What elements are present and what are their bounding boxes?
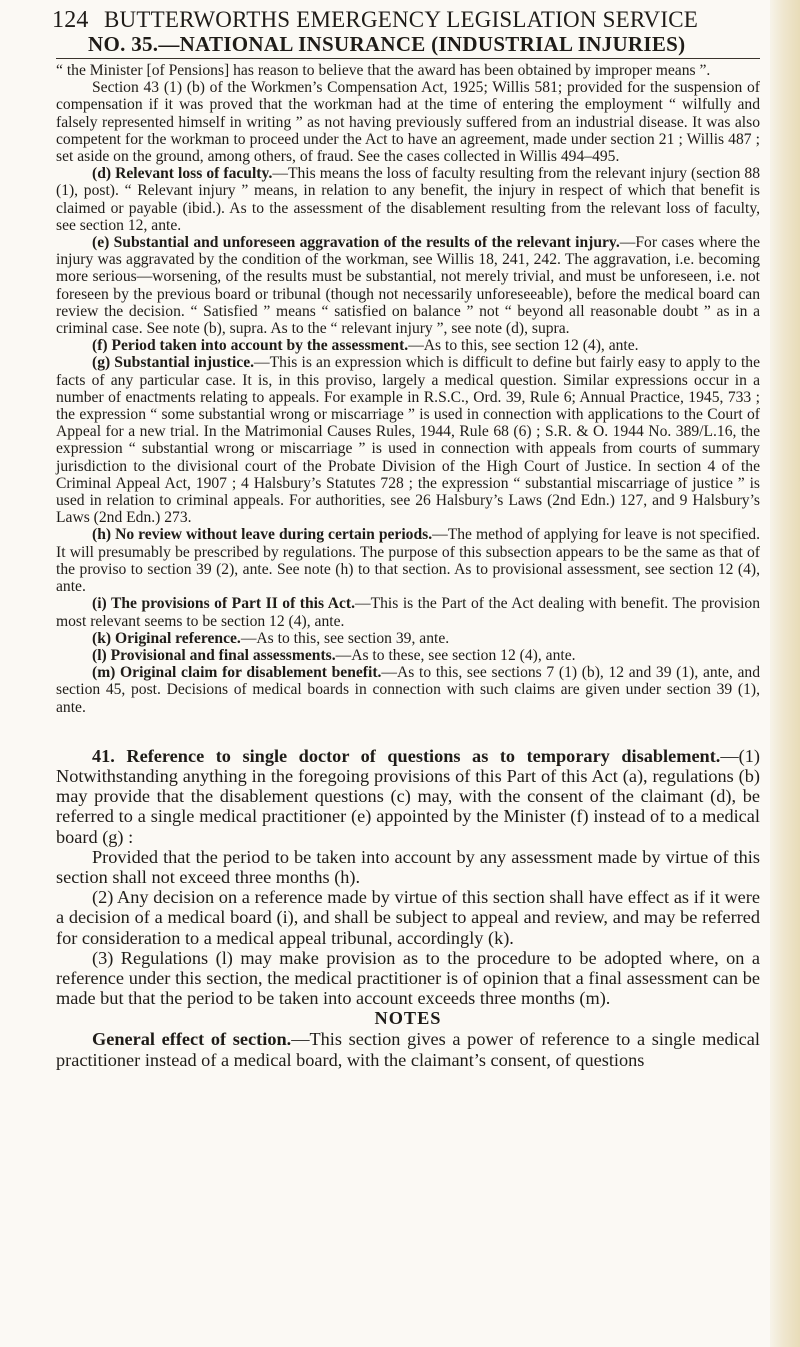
notes-continued (56, 62, 760, 716)
section-41-proviso: Provided that the period to be taken into account by any assessment made by virtue of this section shall not exceed three months (h). (56, 846, 760, 887)
general-effect-note: General effect of section.—This section gives a power of reference to a single medical practitioner instead of a medical board, with the claimant’s consent, of questions (56, 1029, 760, 1070)
note-e: (e) Substantial and unforeseen aggravation of the results of the relevant injury.—For cases where the injury was aggravated by the condition of the workman, see Willis 18, 241, 242. The aggravation, i.e. becoming more serious—worsening, of the results must be substantial, not merely trivial, and must be unforeseen, i.e. not foreseen by the previous board or tribunal (though not necessarily unforeseeable), before the medical board can review the decision. “ Satisfied ” means “ satisfied on balance ” not “ beyond all reasonable doubt ” as in a criminal case. See note (b), supra. As to the “ relevant injury ”, see note (d), supra. (56, 234, 760, 338)
section-41 (56, 746, 760, 1070)
page-number: 124 (52, 7, 89, 33)
note-h: (h) No review without leave during certain periods.—The method of applying for leave is not specified. It will presumably be prescribed by regulations. The purpose of this subsection appears to be the same as that of the proviso to section 39 (2), ante. See note (h) to that section. As to provisional assessment, see section 12 (4), ante. (56, 526, 760, 596)
note-l: (l) Provisional and final assessments.—As to these, see section 12 (4), ante. (92, 646, 576, 664)
note-k: (k) Original reference.—As to this, see section 39, ante. (92, 629, 450, 647)
notes-heading: NOTES (374, 1008, 442, 1029)
page-body (56, 62, 760, 1070)
note-paragraph: Section 43 (1) (b) of the Workmen’s Compensation Act, 1925; Willis 581; provided for the suspension of compensation if it was proved that the workman had at the time of entering the employment “ wilfully and falsely represented himself in writing ” as not having previously suffered from an industrial disease. It was also competent for the workman to proceed under the Act to have an agreement, made under section 21 ; Willis 487 ; set aside on the ground, among others, of fraud. See the cases collected in Willis 494–495. (56, 79, 760, 166)
section-heading: 41. Reference to single doctor of questions as to temporary disablement. (92, 745, 721, 766)
note-i: (i) The provisions of Part II of this Act.—This is the Part of the Act dealing with benefit. The provision most relevant seems to be section 12 (4), ante. (56, 595, 761, 630)
note-d: (d) Relevant loss of faculty.—This means the loss of faculty resulting from the relevant injury (section 88 (1), post). “ Relevant injury ” means, in relation to any benefit, the injury in respect of which that benefit is claimed or payable (ibid.). As to the assessment of the disablement resulting from the relevant loss of faculty, see section 12, ante. (56, 165, 761, 234)
section-41-subsection-1: 41. Reference to single doctor of questions as to temporary disablement.—(1) Notwithstanding anything in the foregoing provisions of this Part of this Act (a), regulations (b) may provide that the disablement questions (c) may, with the consent of the claimant (d), be referred to a single medical practitioner (e) appointed by the Minister (f) instead of to a medical board (g) : (56, 745, 760, 847)
running-header (52, 8, 772, 32)
note-m: (m) Original claim for disablement benefit.—As to this, see sections 7 (1) (b), 12 and 39 (1), ante, and section 45, post. Decisions of medical boards in connection with such claims are given under section 39 (1), ante. (56, 664, 760, 716)
header-subtitle: NO. 35.—NATIONAL INSURANCE (INDUSTRIAL INJURIES) (88, 32, 686, 56)
section-41-subsection-3: (3) Regulations (l) may make provision as to the procedure to be adopted where, on a reference under this section, the medical practitioner is of opinion that a final assessment can be made but that the period to be taken into account exceeds three months (m). (56, 947, 760, 1009)
note-f: (f) Period taken into account by the assessment.—As to this, see section 12 (4), ante. (92, 337, 639, 355)
page-edge (770, 0, 800, 1347)
header-rule (56, 58, 760, 59)
header-title: BUTTERWORTHS EMERGENCY LEGISLATION SERVICE (104, 7, 699, 32)
note-paragraph: “ the Minister [of Pensions] has reason to believe that the award has been obtained by improper means ”. (56, 62, 711, 79)
section-41-subsection-2: (2) Any decision on a reference made by virtue of this section shall have effect as if it were a decision of a medical board (i), and shall be subject to appeal and review, and may be referred for consideration to a medical appeal tribunal, accordingly (k). (56, 887, 760, 948)
note-g: (g) Substantial injustice.—This is an expression which is difficult to define but fairly easy to apply to the facts of any particular case. It is, in this proviso, largely a medical question. Similar expressions occur in a number of enactments relating to appeals. For example in R.S.C., Ord. 39, Rule 6; Annual Practice, 1945, 733 ; the expression “ some substantial wrong or miscarriage ” is used in connection with applications to the Court of Appeal for a new trial. In the Matrimonial Causes Rules, 1944, Rule 68 (6) ; S.R. & O. 1944 No. 389/L.16, the expression “ substantial wrong or miscarriage ” is used in connection with appeals from courts of summary jurisdiction to the divisional court of the Probate Division of the High Court of Justice. In section 4 of the Criminal Appeal Act, 1907 ; 4 Halsbury’s Statutes 728 ; the expression “ substantial miscarriage of justice ” is used in relation to criminal appeals. For authorities, see 26 Halsbury’s Laws (2nd Edn.) 127, and 9 Halsbury’s Laws (2nd Edn.) 273. (56, 354, 760, 527)
